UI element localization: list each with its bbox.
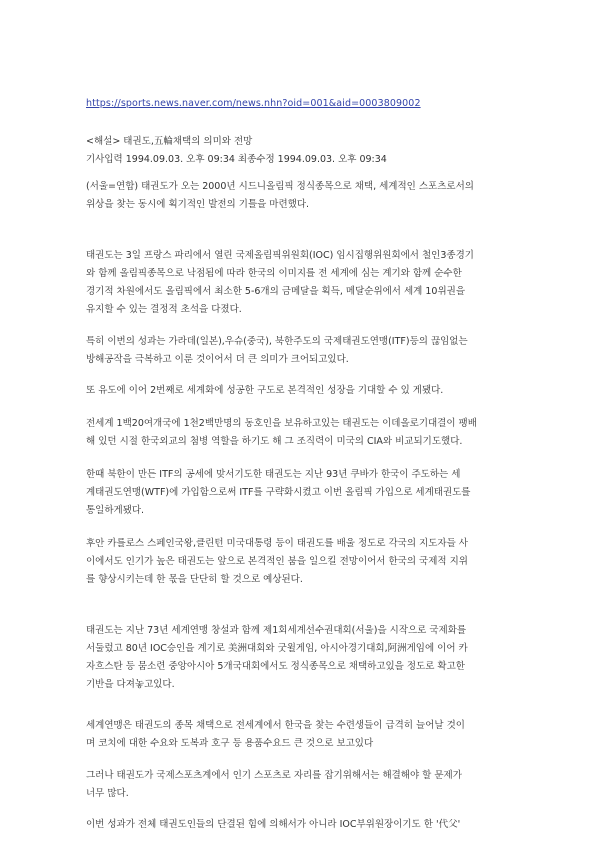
paragraph-line: 서둘렀고 80년 IOC승인을 계기로 美洲대회와 굿윌게임, 아시아경기대회,阿洲게임에 이어 카 bbox=[86, 643, 468, 654]
article-paragraph bbox=[86, 717, 516, 753]
paragraph-line: 전세계 1백20여개국에 1천2백만명의 동호인을 보유하고있는 태권도는 이데올로기대결이 팽배 bbox=[86, 418, 477, 429]
paragraph-line: 기반을 다져놓고있다. bbox=[86, 679, 175, 690]
paragraph-line: 너무 많다. bbox=[86, 788, 129, 799]
paragraph-line: 후안 카를로스 스페인국왕,클린턴 미국대통령 등이 태권도를 배울 정도로 각국의 지도자들 사 bbox=[86, 538, 468, 549]
article-paragraph bbox=[86, 178, 516, 214]
article-paragraph bbox=[86, 415, 516, 451]
paragraph-line: 해 있던 시절 한국외교의 첨병 역할을 하기도 해 그 조직력이 미국의 CIA와 비교되기도했다. bbox=[86, 436, 463, 447]
article-paragraph bbox=[86, 816, 516, 834]
article-headline: <해설> 태권도,五輪채택의 의미와 전망 bbox=[86, 136, 253, 147]
paragraph-line: 를 향상시키는데 한 몫을 단단히 할 것으로 예상된다. bbox=[86, 574, 303, 585]
article-paragraph bbox=[86, 466, 516, 520]
paragraph-line: 한때 북한이 만든 ITF의 공세에 맞서기도한 태권도는 지난 93년 쿠바가 한국이 주도하는 세 bbox=[86, 469, 461, 480]
article-paragraph bbox=[86, 382, 516, 400]
paragraph-line: 통일하게됐다. bbox=[86, 505, 145, 516]
paragraph-line: 태권도는 지난 73년 세계연맹 창설과 함께 제1회세계선수권대회(서울)을 시작으로 국제화를 bbox=[86, 625, 467, 636]
paragraph-line: 경기적 차원에서도 올림픽에서 최소한 5-6개의 금메달을 획득, 메달순위에서 세계 10위권을 bbox=[86, 286, 465, 297]
article-paragraph bbox=[86, 767, 516, 803]
article-paragraph bbox=[86, 247, 516, 319]
paragraph-line: 와 함께 올림픽종목으로 낙점됨에 따라 한국의 이미지를 전 세계에 심는 계기와 함께 순수한 bbox=[86, 268, 462, 279]
paragraph-line: 며 코치에 대한 수요와 도복과 호구 등 용품수요드 큰 것으로 보고있다 bbox=[86, 738, 374, 749]
paragraph-line: 유지할 수 있는 결정적 초석을 다졌다. bbox=[86, 304, 242, 315]
paragraph-line: (서울=연합) 태권도가 오는 2000년 시드니올림픽 정식종목으로 채택, 세계적인 스포츠로서의 bbox=[86, 181, 474, 192]
paragraph-line: 특히 이번의 성과는 가라데(일본),우슈(중국), 북한주도의 국제태권도연맹(ITF)등의 끊임없는 bbox=[86, 336, 468, 347]
paragraph-line: 위상을 찾는 동시에 획기적인 발전의 기틀을 마련했다. bbox=[86, 199, 310, 210]
paragraph-line: 계태권도연맹(WTF)에 가입함으로써 ITF를 구략화시켰고 이번 올림픽 가입으로 세계태권도를 bbox=[86, 487, 471, 498]
article-paragraph bbox=[86, 535, 516, 589]
paragraph-line: 이에서도 인기가 높은 태권도는 앞으로 본격적인 붐을 일으킬 전망이어서 한국의 국제적 지위 bbox=[86, 556, 468, 567]
paragraph-line: 그러나 태권도가 국제스포츠계에서 인기 스포츠로 자리를 잡기위해서는 해결해야 할 문제가 bbox=[86, 770, 462, 781]
article-dateline: 기사입력 1994.09.03. 오후 09:34 최종수정 1994.09.03. 오후 09:34 bbox=[86, 154, 387, 165]
paragraph-line: 또 유도에 이어 2번째로 세계화에 성공한 구도로 본격적인 성장을 기대할 수 있 게됐다. bbox=[86, 385, 444, 396]
paragraph-line: 방해공작을 극복하고 이룬 것이어서 더 큰 의미가 크어되고있다. bbox=[86, 354, 349, 365]
paragraph-line: 세계연맹은 태권도의 종목 채택으로 전세계에서 한국을 찾는 수련생들이 급격히 늘어날 것이 bbox=[86, 720, 465, 731]
article-paragraph bbox=[86, 333, 516, 369]
article-url-link[interactable]: https://sports.news.naver.com/news.nhn?oid=001&aid=0003809002 bbox=[86, 98, 421, 109]
article-paragraph bbox=[86, 622, 516, 694]
paragraph-line: 태권도는 3일 프랑스 파리에서 열린 국제올림픽위원회(IOC) 임시집행위원회에서 철인3종경기 bbox=[86, 250, 474, 261]
paragraph-line: 자흐스탄 등 뭄소련 중앙아시아 5개국대회에서도 정식종목으로 채택하고있을 정도로 확고한 bbox=[86, 661, 465, 672]
paragraph-line: 이번 성과가 전체 태권도인들의 단결된 힘에 의해서가 아니라 IOC부위원장이기도 한 '代父' bbox=[86, 819, 461, 830]
